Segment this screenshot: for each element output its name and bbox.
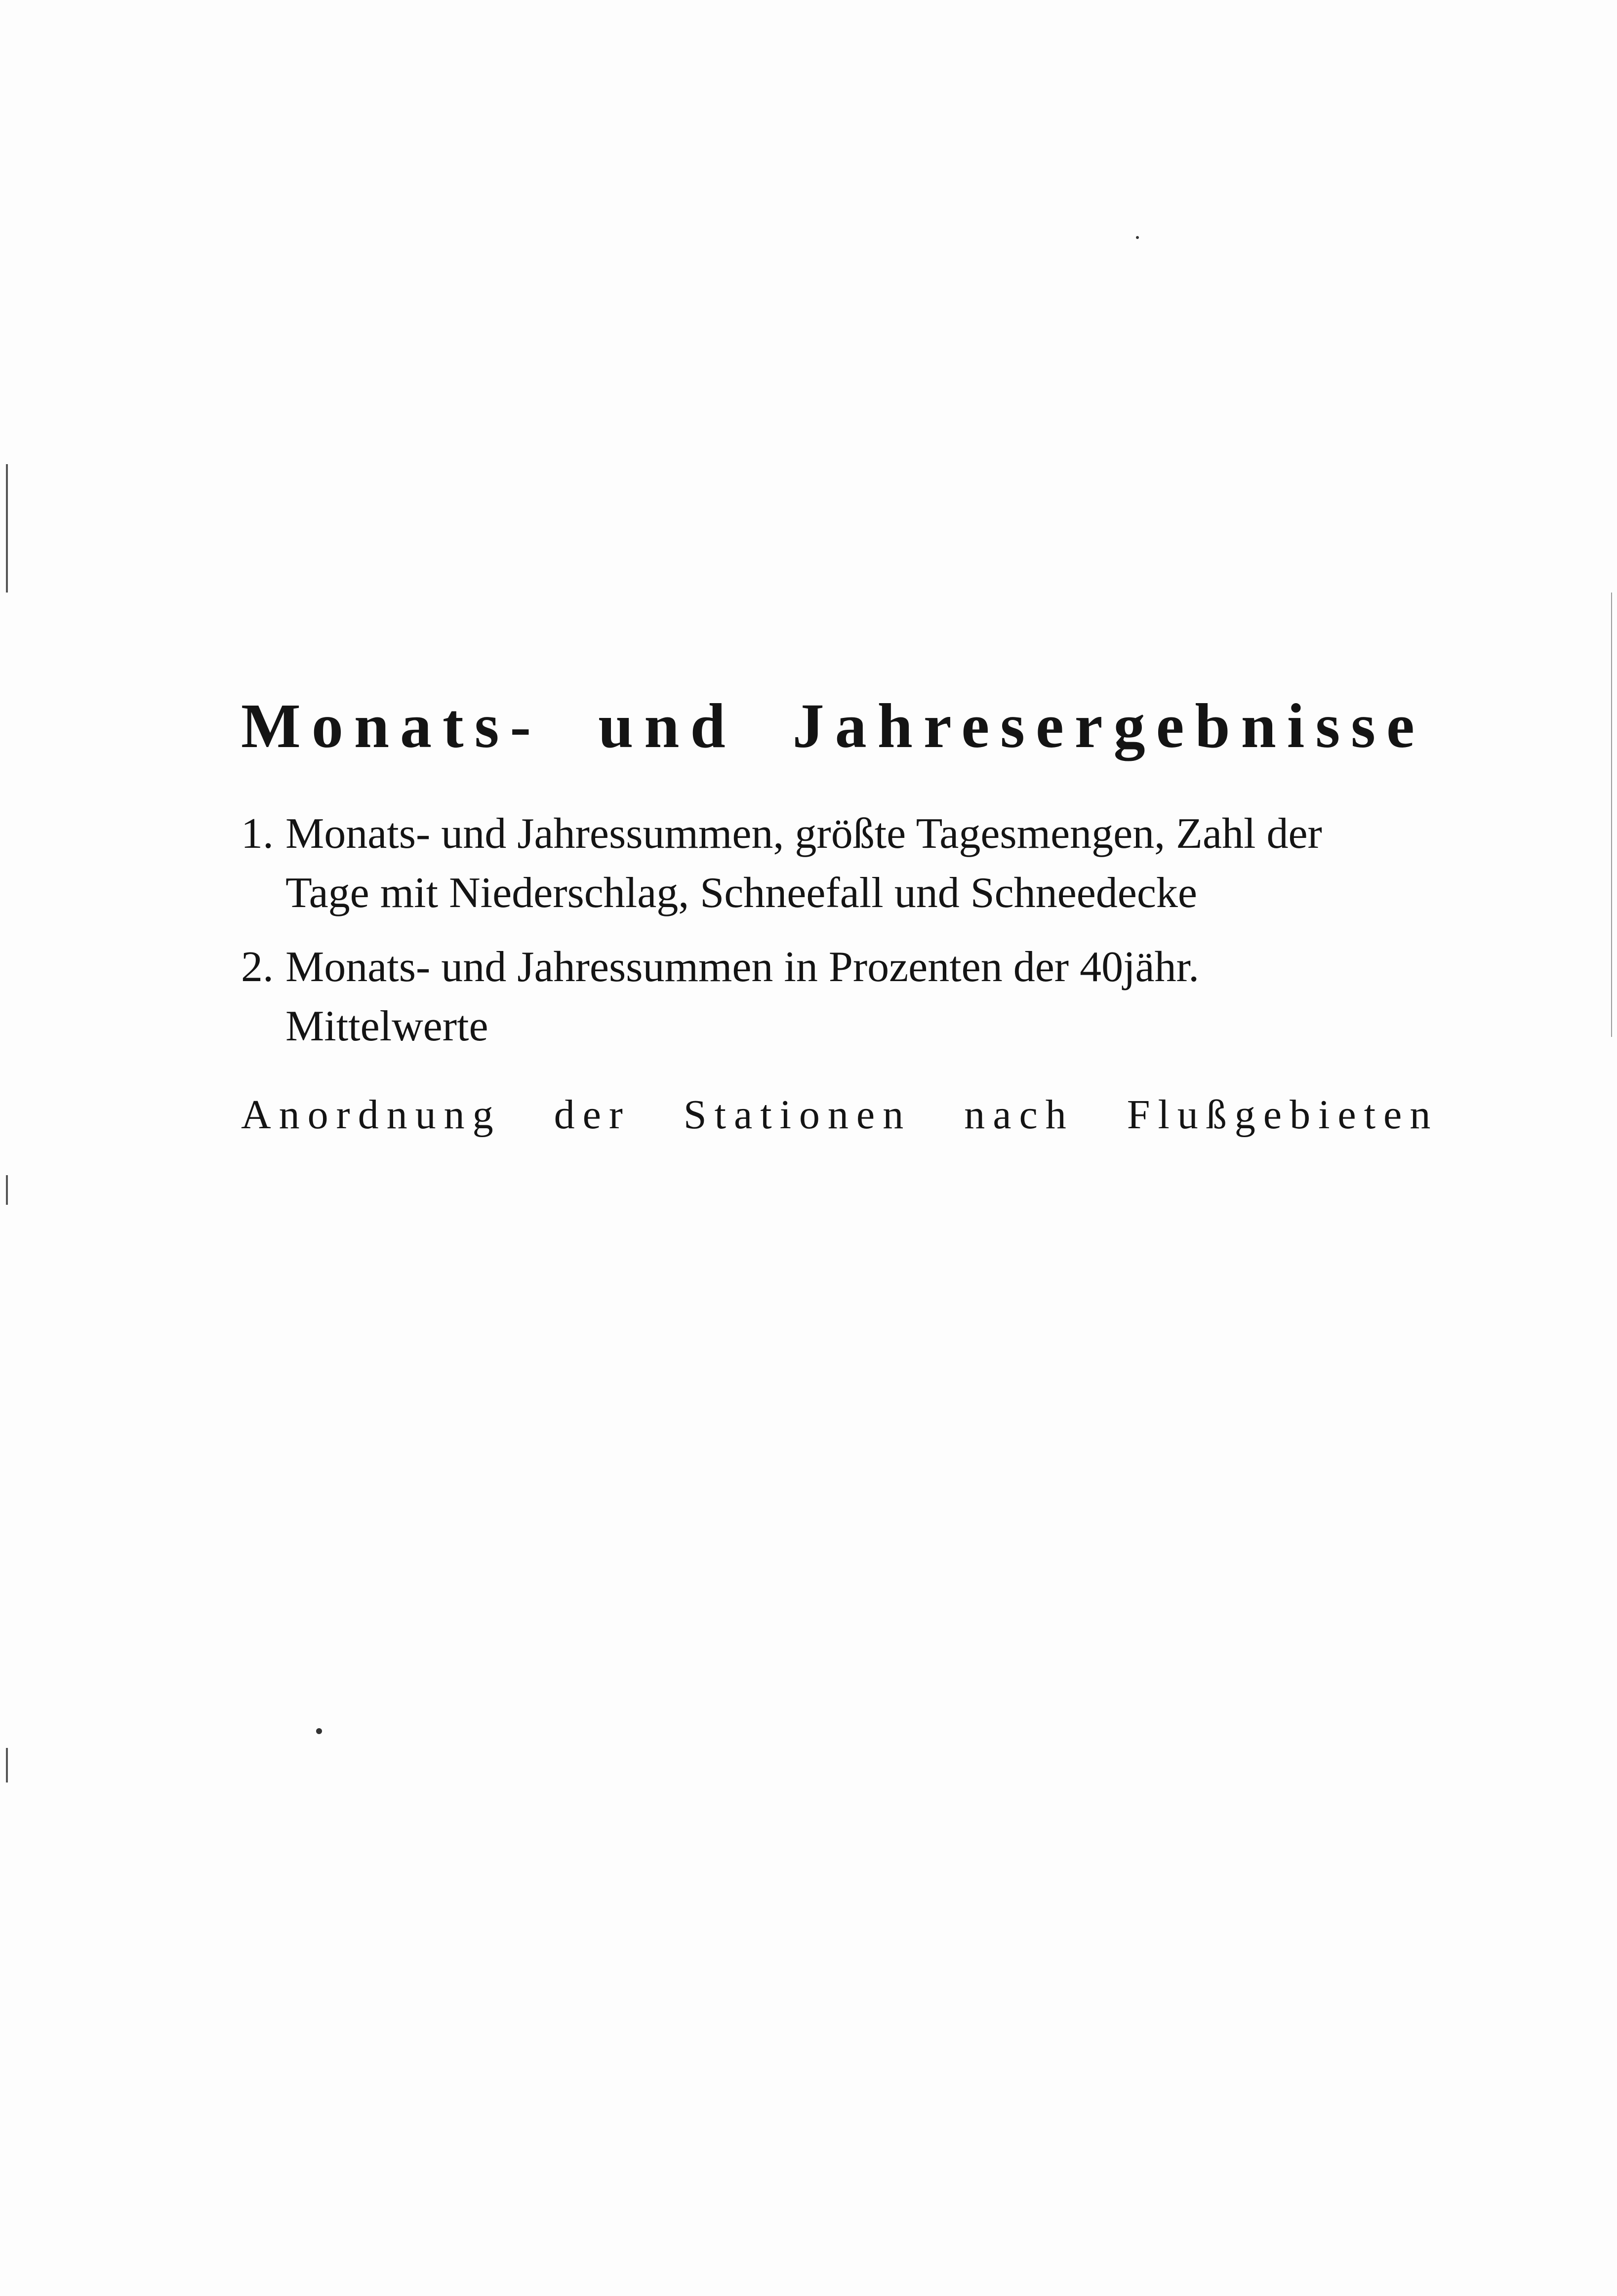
entry-text: Monats- und Jahressummen in Prozenten der 40jähr. Mittelwerte <box>285 943 1200 1050</box>
entry-number: 1. <box>241 809 274 858</box>
contents-block <box>241 691 1439 1139</box>
scan-edge-mark <box>6 464 8 593</box>
contents-entry-1 <box>241 804 1347 923</box>
scan-edge-mark <box>6 1175 8 1205</box>
entry-text: Monats- und Jahressummen, größte Tagesmengen, Zahl der Tage mit Niederschlag, Schneefall und Schneedecke <box>285 809 1322 917</box>
station-arrangement-heading: Anordnung der Stationen nach Flußgebieten <box>241 1091 1439 1138</box>
page-title: Monats- und Jahresergebnisse <box>241 691 1425 761</box>
ink-speck <box>316 1728 322 1734</box>
ink-speck <box>1136 236 1139 239</box>
scan-edge-mark <box>1611 593 1612 1037</box>
entry-number: 2. <box>241 943 274 991</box>
contents-list <box>241 804 1347 1056</box>
scan-edge-mark <box>6 1748 8 1782</box>
contents-entry-2 <box>241 938 1347 1056</box>
